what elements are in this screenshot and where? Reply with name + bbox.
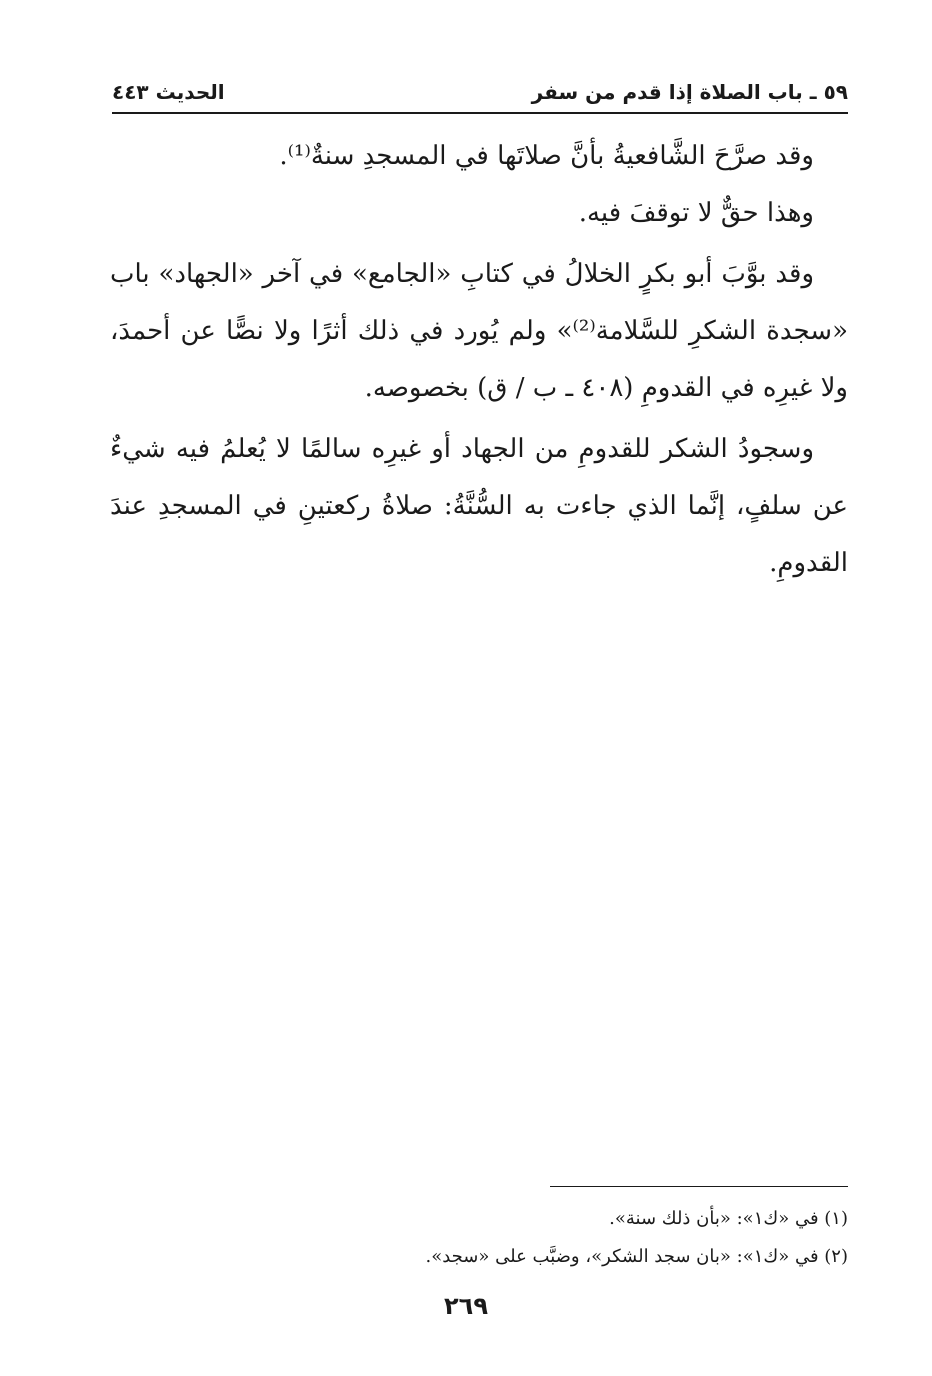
- main-text: [110, 128, 848, 592]
- footnote: (٢) في «ك١»: «بان سجد الشكر»، وضبَّب على «سجد».: [425, 1246, 848, 1267]
- paragraph: وهذا حقٌّ لا توقفَ فيه.: [578, 198, 814, 228]
- hadith-label: الحديث ٤٤٣: [112, 80, 225, 104]
- paragraph: وقد بوَّبَ أبو بكرٍ الخلالُ في كتابِ «الجامع» في آخر «الجهاد» باب «سجدة الشكرِ للسَّلامة⁽²⁾» ولم يُورد في ذلك أثرًا ولا نصًّا عن أحمدَ، ولا غيرِه في القدومِ (٤٠٨ ـ ب / ق) بخصوصه.: [110, 259, 849, 403]
- footnotes: [110, 1200, 848, 1276]
- footnote-divider: [550, 1186, 848, 1187]
- footnote: (١) في «ك١»: «بأن ذلك سنة».: [609, 1208, 848, 1229]
- chapter-title: ٥٩ ـ باب الصلاة إذا قدم من سفر: [531, 80, 848, 104]
- paragraph: وسجودُ الشكر للقدومِ من الجهاد أو غيرِه سالمًا لا يُعلمُ فيه شيءٌ عن سلفٍ، إنَّما الذي جاءت به السُّنَّةُ: صلاةُ ركعتينِ في المسجدِ عندَ القدومِ.: [110, 434, 848, 578]
- paragraph: وقد صرَّحَ الشَّافعيةُ بأنَّ صلاتَها في المسجدِ سنةٌ⁽¹⁾.: [279, 141, 814, 171]
- page-number: ٢٦٩: [444, 1292, 488, 1320]
- running-header: [112, 72, 848, 114]
